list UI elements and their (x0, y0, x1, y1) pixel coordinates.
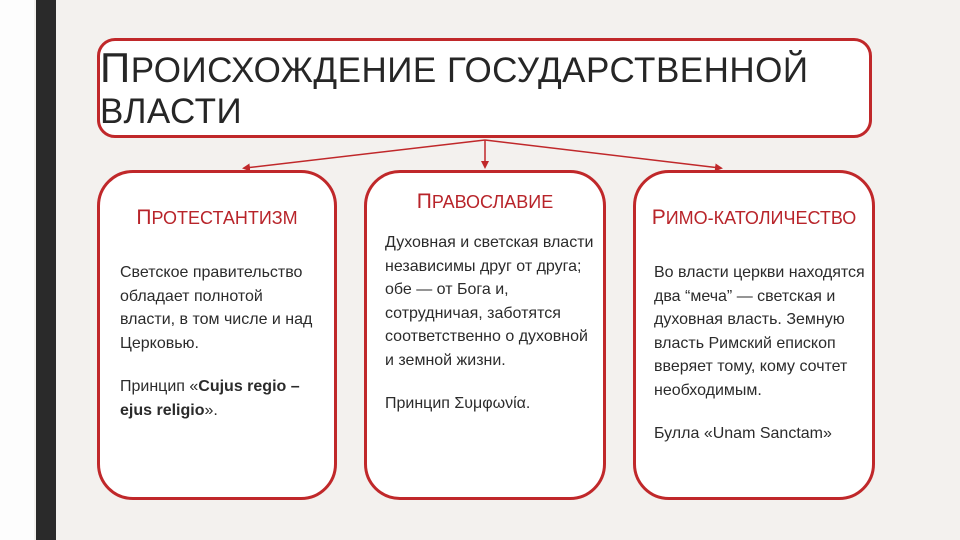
arrow-to-catholicism (485, 140, 720, 168)
principle-term: Unam Sanctam (712, 425, 823, 442)
card-title-orthodoxy: ПРАВОСЛАВИЕ (416, 190, 554, 213)
principle-prefix: Принцип « (120, 378, 199, 395)
diagram-title: ПРОИСХОЖДЕНИЕ ГОСУДАРСТВЕННОЙ ВЛАСТИ (100, 44, 809, 131)
card-catholicism (633, 170, 875, 500)
slide-left-margin (0, 0, 34, 540)
card-text-protestantism: Светское правительство обладает полнотой власти, в том числе и над Церковью. (120, 264, 313, 352)
card-body-catholicism (654, 261, 866, 466)
title-box (97, 38, 872, 138)
principle-term: Cujus regio – ejus religio (120, 378, 300, 419)
card-title-catholicism: РИМО-КАТОЛИЧЕСТВО (651, 206, 857, 229)
card-body-orthodoxy (385, 231, 597, 436)
card-principle-orthodoxy (385, 392, 597, 416)
arrow-to-protestantism (245, 140, 485, 168)
card-principle-catholicism (654, 422, 866, 446)
principle-term: Συμφωνία (454, 395, 526, 412)
card-text-orthodoxy: Духовная и светская власти независимы друг от друга; обе — от Бога и, сотрудничая, заботятся соответственно о духовной и земной жизни. (385, 234, 594, 369)
card-principle-protestantism (120, 375, 320, 422)
slide-side-strip (36, 0, 56, 540)
card-text-catholicism: Во власти церкви находятся два “меча” — светская и духовная власть. Земную власть Римский епископ вверяет тому, кому сочтет необходимым. (654, 264, 865, 399)
card-orthodoxy (364, 170, 606, 500)
card-title-protestantism: ПРОТЕСТАНТИЗМ (136, 206, 298, 229)
principle-prefix: Принцип (385, 395, 455, 412)
principle-suffix: ». (204, 401, 218, 419)
principle-suffix: . (525, 395, 531, 412)
principle-suffix: » (822, 425, 832, 442)
card-protestantism (97, 170, 337, 500)
principle-prefix: Булла « (654, 425, 713, 442)
card-body-protestantism (120, 261, 320, 442)
